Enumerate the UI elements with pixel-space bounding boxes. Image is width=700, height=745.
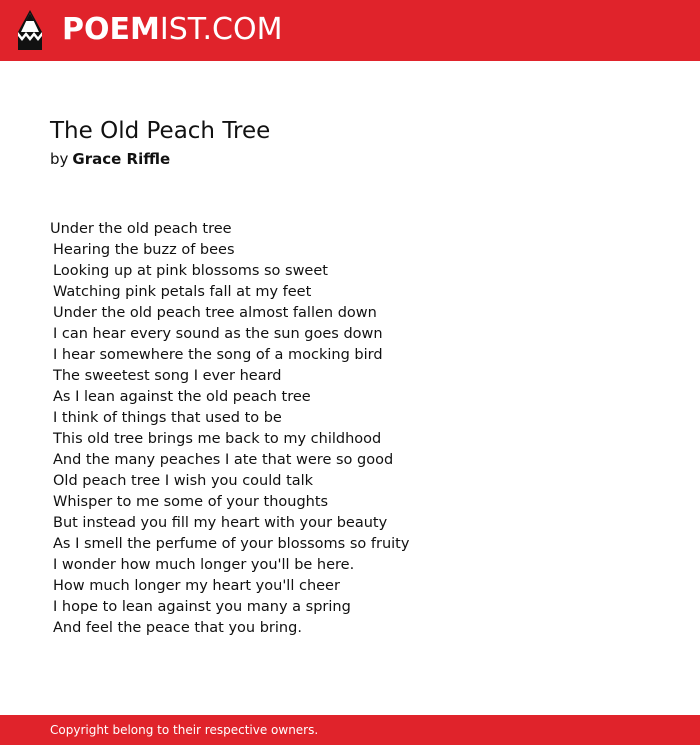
by-label: by	[50, 150, 69, 168]
poem-line: Whisper to me some of your thoughts	[53, 494, 329, 510]
poem-line: How much longer my heart you'll cheer	[53, 578, 340, 594]
poem-line: Under the old peach tree almost fallen down	[53, 305, 377, 321]
logo-light-text: IST.COM	[159, 12, 283, 47]
poem-line: I wonder how much longer you'll be here.	[53, 557, 355, 573]
author-name: Grace Riffle	[72, 150, 171, 168]
poem-line: And the many peaches I ate that were so good	[53, 452, 394, 468]
poem-line: And feel the peace that you bring.	[53, 620, 302, 636]
poem-title: The Old Peach Tree	[50, 118, 271, 144]
poem-line: Hearing the buzz of bees	[53, 242, 235, 258]
poem-line: I think of things that used to be	[53, 410, 282, 426]
poem-line: This old tree brings me back to my childhood	[53, 431, 382, 447]
poem-line: I can hear every sound as the sun goes down	[53, 326, 383, 342]
poem-byline	[50, 148, 170, 170]
site-header	[0, 0, 700, 61]
copyright-text: Copyright belong to their respective owners.	[50, 723, 319, 737]
site-footer	[0, 715, 700, 745]
poem-line: I hear somewhere the song of a mocking bird	[53, 347, 383, 363]
poem-line: I hope to lean against you many a spring	[53, 599, 351, 615]
site-logo-link[interactable]	[62, 12, 282, 48]
logo-bold-text: POEM	[62, 12, 160, 47]
poem-line: Watching pink petals fall at my feet	[53, 284, 312, 300]
poem-line: Under the old peach tree	[50, 221, 232, 237]
poem-line: The sweetest song I ever heard	[53, 368, 282, 384]
poem-line: Looking up at pink blossoms so sweet	[53, 263, 328, 279]
poem-line: Old peach tree I wish you could talk	[53, 473, 314, 489]
poem-body	[50, 219, 409, 639]
pencil-icon[interactable]	[17, 10, 43, 52]
poem-line: As I smell the perfume of your blossoms so fruity	[53, 536, 410, 552]
poem-line: But instead you fill my heart with your beauty	[53, 515, 388, 531]
poem-line: As I lean against the old peach tree	[53, 389, 311, 405]
